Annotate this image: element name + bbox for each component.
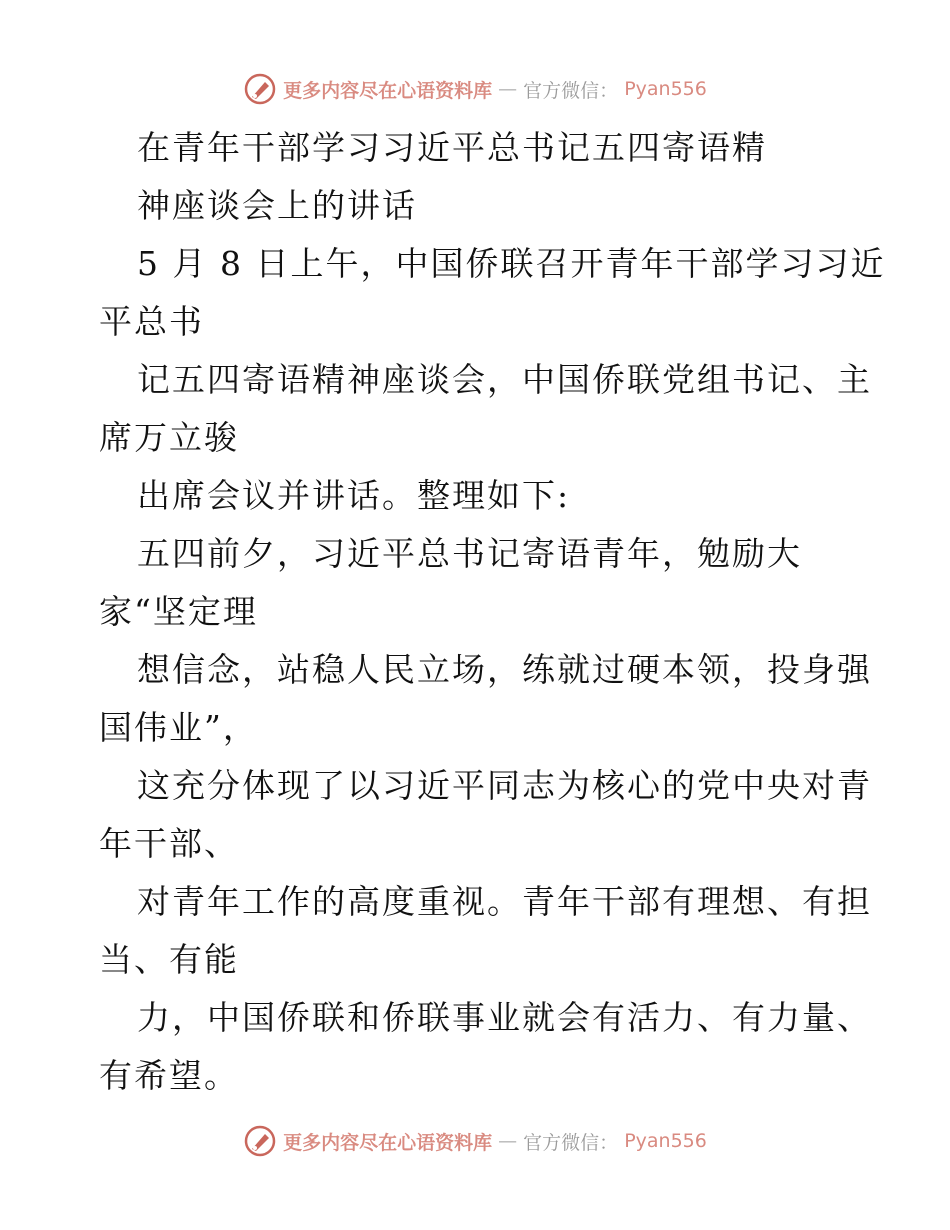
paragraph-line: 家“坚定理: [99, 592, 258, 631]
paragraph-line: 当、有能: [99, 940, 239, 979]
watermark-wechat-label: 官方微信：: [523, 1131, 619, 1154]
pen-nib-circle-icon: [243, 1124, 277, 1158]
paragraph-line: 5 月 8 日上午，中国侨联召开青年干部学习习近: [137, 244, 886, 283]
watermark-wechat-id: Pyan556: [624, 78, 707, 100]
paragraph-line: 国伟业”，: [99, 708, 258, 747]
paragraph-line: 席万立骏: [99, 418, 239, 457]
watermark-text: 更多内容尽在心语资料库: [283, 1131, 493, 1154]
paragraph-line: 有希望。: [99, 1056, 239, 1095]
footer-watermark: [0, 1124, 950, 1158]
pen-nib-circle-icon: [243, 72, 277, 106]
paragraph-line: 平总书: [99, 302, 204, 341]
paragraph-line: 五四前夕，习近平总书记寄语青年，勉励大: [137, 534, 802, 573]
document-title-line: 在青年干部学习习近平总书记五四寄语精: [137, 128, 767, 167]
paragraph-line: 出席会议并讲话。整理如下:: [137, 476, 571, 515]
watermark-dash: —: [498, 1130, 518, 1152]
watermark-dash: —: [498, 78, 518, 100]
watermark-wechat-label: 官方微信：: [523, 79, 619, 102]
paragraph-line: 这充分体现了以习近平同志为核心的党中央对青: [137, 766, 872, 805]
document-title-line: 神座谈会上的讲话: [137, 186, 417, 225]
header-watermark: [0, 72, 950, 106]
watermark-text: 更多内容尽在心语资料库: [283, 79, 493, 102]
paragraph-line: 力，中国侨联和侨联事业就会有活力、有力量、: [137, 998, 872, 1037]
paragraph-line: 对青年工作的高度重视。青年干部有理想、有担: [137, 882, 872, 921]
watermark-wechat-id: Pyan556: [624, 1130, 707, 1152]
paragraph-line: 年干部、: [99, 824, 239, 863]
paragraph-line: 想信念，站稳人民立场，练就过硬本领，投身强: [137, 650, 872, 689]
paragraph-line: 记五四寄语精神座谈会，中国侨联党组书记、主: [137, 360, 872, 399]
